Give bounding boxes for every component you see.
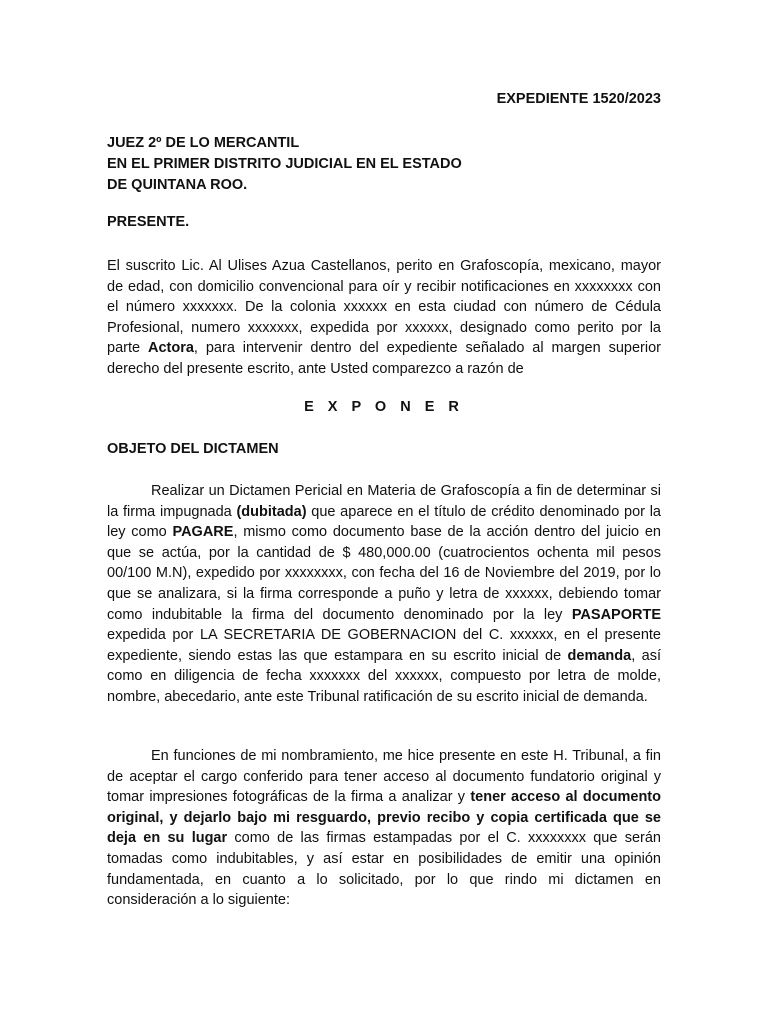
bold-run: PAGARE bbox=[172, 524, 234, 541]
intro-paragraph bbox=[107, 256, 661, 380]
text-run: que aparece en el título de crédito denominado por la ley como bbox=[107, 503, 661, 541]
bold-run: (dubitada) bbox=[236, 503, 307, 520]
expediente-number: EXPEDIENTE 1520/2023 bbox=[496, 91, 661, 107]
exponer-heading: E X P O N E R bbox=[304, 399, 464, 415]
text-run: expedida por LA SECRETARIA DE GOBERNACION del C. xxxxxx, en el presente expediente, siendo estas las que estampara en su escrito inicial de bbox=[107, 627, 661, 664]
objeto-heading: OBJETO DEL DICTAMEN bbox=[107, 441, 279, 457]
addressee-line: JUEZ 2º DE LO MERCANTIL bbox=[107, 135, 300, 151]
bold-run: demanda bbox=[567, 647, 632, 664]
text-run: En funciones de mi nombramiento, me hice presente en este H. Tribunal, a fin de aceptar el cargo conferido para tener acceso al documento fundatorio original y tomar impresiones fotográficas de la firma a analizar y bbox=[107, 748, 661, 806]
text-run: Realizar un Dictamen Pericial en Materia de Grafoscopía a fin de determinar si la firma impugnada bbox=[107, 483, 661, 520]
bold-run: Actora bbox=[147, 340, 194, 357]
text-run: , así como en diligencia de fecha xxxxxxx del xxxxxx, compuesto por letra de molde, nombre, abecedario, ante este Tribunal ratificación de su escrito inicial de demanda. bbox=[107, 647, 661, 705]
bold-run: tener acceso al documento original, y dejarlo bajo mi resguardo, previo recibo y copia certificada que se deja en su lugar bbox=[107, 789, 661, 847]
addressee-block bbox=[107, 133, 661, 196]
text-run: El suscrito Lic. Al Ulises Azua Castellanos, perito en Grafoscopía, mexicano, mayor de edad, con domicilio convencional para oír y recibir notificaciones en xxxxxxxx con el número xxxxxxx. De la colonia xxxxxx en esta ciudad con número de Cédula Profesional, numero xxxxxxx, expedida por xxxxxx, designado como perito por la parte bbox=[107, 258, 661, 357]
bold-run: PASAPORTE bbox=[571, 606, 661, 623]
presente-heading: PRESENTE. bbox=[107, 214, 190, 230]
addressee-line: EN EL PRIMER DISTRITO JUDICIAL EN EL ESTADO bbox=[107, 156, 462, 172]
objeto-paragraph bbox=[107, 481, 661, 708]
funciones-paragraph bbox=[107, 746, 661, 911]
addressee-line: DE QUINTANA ROO. bbox=[107, 177, 248, 193]
text-run: , mismo como documento base de la acción dentro del juicio en que se actúa, por la cantidad de $ 480,000.00 (cuatrocientos ochenta mil pesos 00/100 M.N), expedido por xxxxxxxx, con fecha del 16 de Noviembre del 2019, por lo que se analizara, si la firma corresponde a puño y letra de xxxxxx, debiendo tomar como indubitable la firma del documento denominado por la ley bbox=[107, 524, 661, 623]
text-run: como de las firmas estampadas por el C. xxxxxxxx que serán tomadas como indubitables, y así estar en posibilidades de emitir una opinión fundamentada, en cuanto a lo solicitado, por lo que rindo mi dictamen en consideración a lo siguiente: bbox=[107, 830, 661, 909]
text-run: , para intervenir dentro del expediente señalado al margen superior derecho del presente escrito, ante Usted comparezco a razón de bbox=[107, 340, 661, 377]
